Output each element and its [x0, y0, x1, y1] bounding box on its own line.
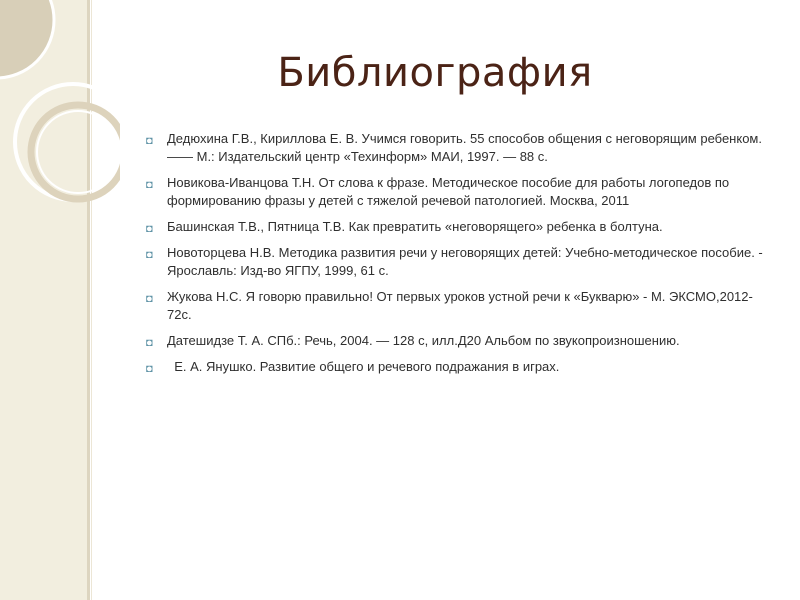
bibliography-list: [146, 130, 766, 384]
bullet-icon: ◘: [146, 249, 153, 261]
reference-text: Новикова-Иванцова Т.Н. От слова к фразе. Методическое пособие для работы логопедов по формированию фразы у детей с тяжелой речевой патологией. Москва, 2011: [167, 175, 730, 208]
list-item: [146, 288, 766, 324]
reference-text: Новоторцева Н.В. Методика развития речи у неговорящих детей: Учебно-методическое пособие. - Ярославль: Изд-во ЯГПУ, 1999, 61 с.: [167, 245, 763, 278]
page-title: Библиография: [277, 50, 593, 96]
reference-text: Датешидзе Т. А. СПб.: Речь, 2004. — 128 с, илл.Д20 Альбом по звукопроизношению.: [167, 333, 680, 348]
list-item: [146, 174, 766, 210]
reference-text: Дедюхина Г.В., Кириллова Е. В. Учимся говорить. 55 способов общения с неговорящим ребенком.—— М.: Издательский центр «Техинформ» МАИ, 1997. — 88 с.: [167, 131, 762, 164]
list-item: [146, 130, 766, 166]
list-item: [146, 244, 766, 280]
bullet-icon: ◘: [146, 179, 153, 191]
bullet-icon: ◘: [146, 363, 153, 375]
list-item: [146, 358, 766, 376]
list-item: [146, 332, 766, 350]
reference-text: Башинская Т.В., Пятница Т.В. Как превратить «неговорящего» ребенка в болтуна.: [167, 219, 663, 234]
bullet-icon: ◘: [146, 135, 153, 147]
decorative-rings-icon: [0, 0, 120, 260]
reference-text: Жукова Н.С. Я говорю правильно! От первых уроков устной речи к «Букварю» - М. ЭКСМО,2012-72с.: [167, 289, 753, 322]
bullet-icon: ◘: [146, 223, 153, 235]
reference-text: Е. А. Янушко. Развитие общего и речевого подражания в играх.: [167, 359, 560, 374]
bullet-icon: ◘: [146, 293, 153, 305]
bullet-icon: ◘: [146, 337, 153, 349]
list-item: [146, 218, 766, 236]
